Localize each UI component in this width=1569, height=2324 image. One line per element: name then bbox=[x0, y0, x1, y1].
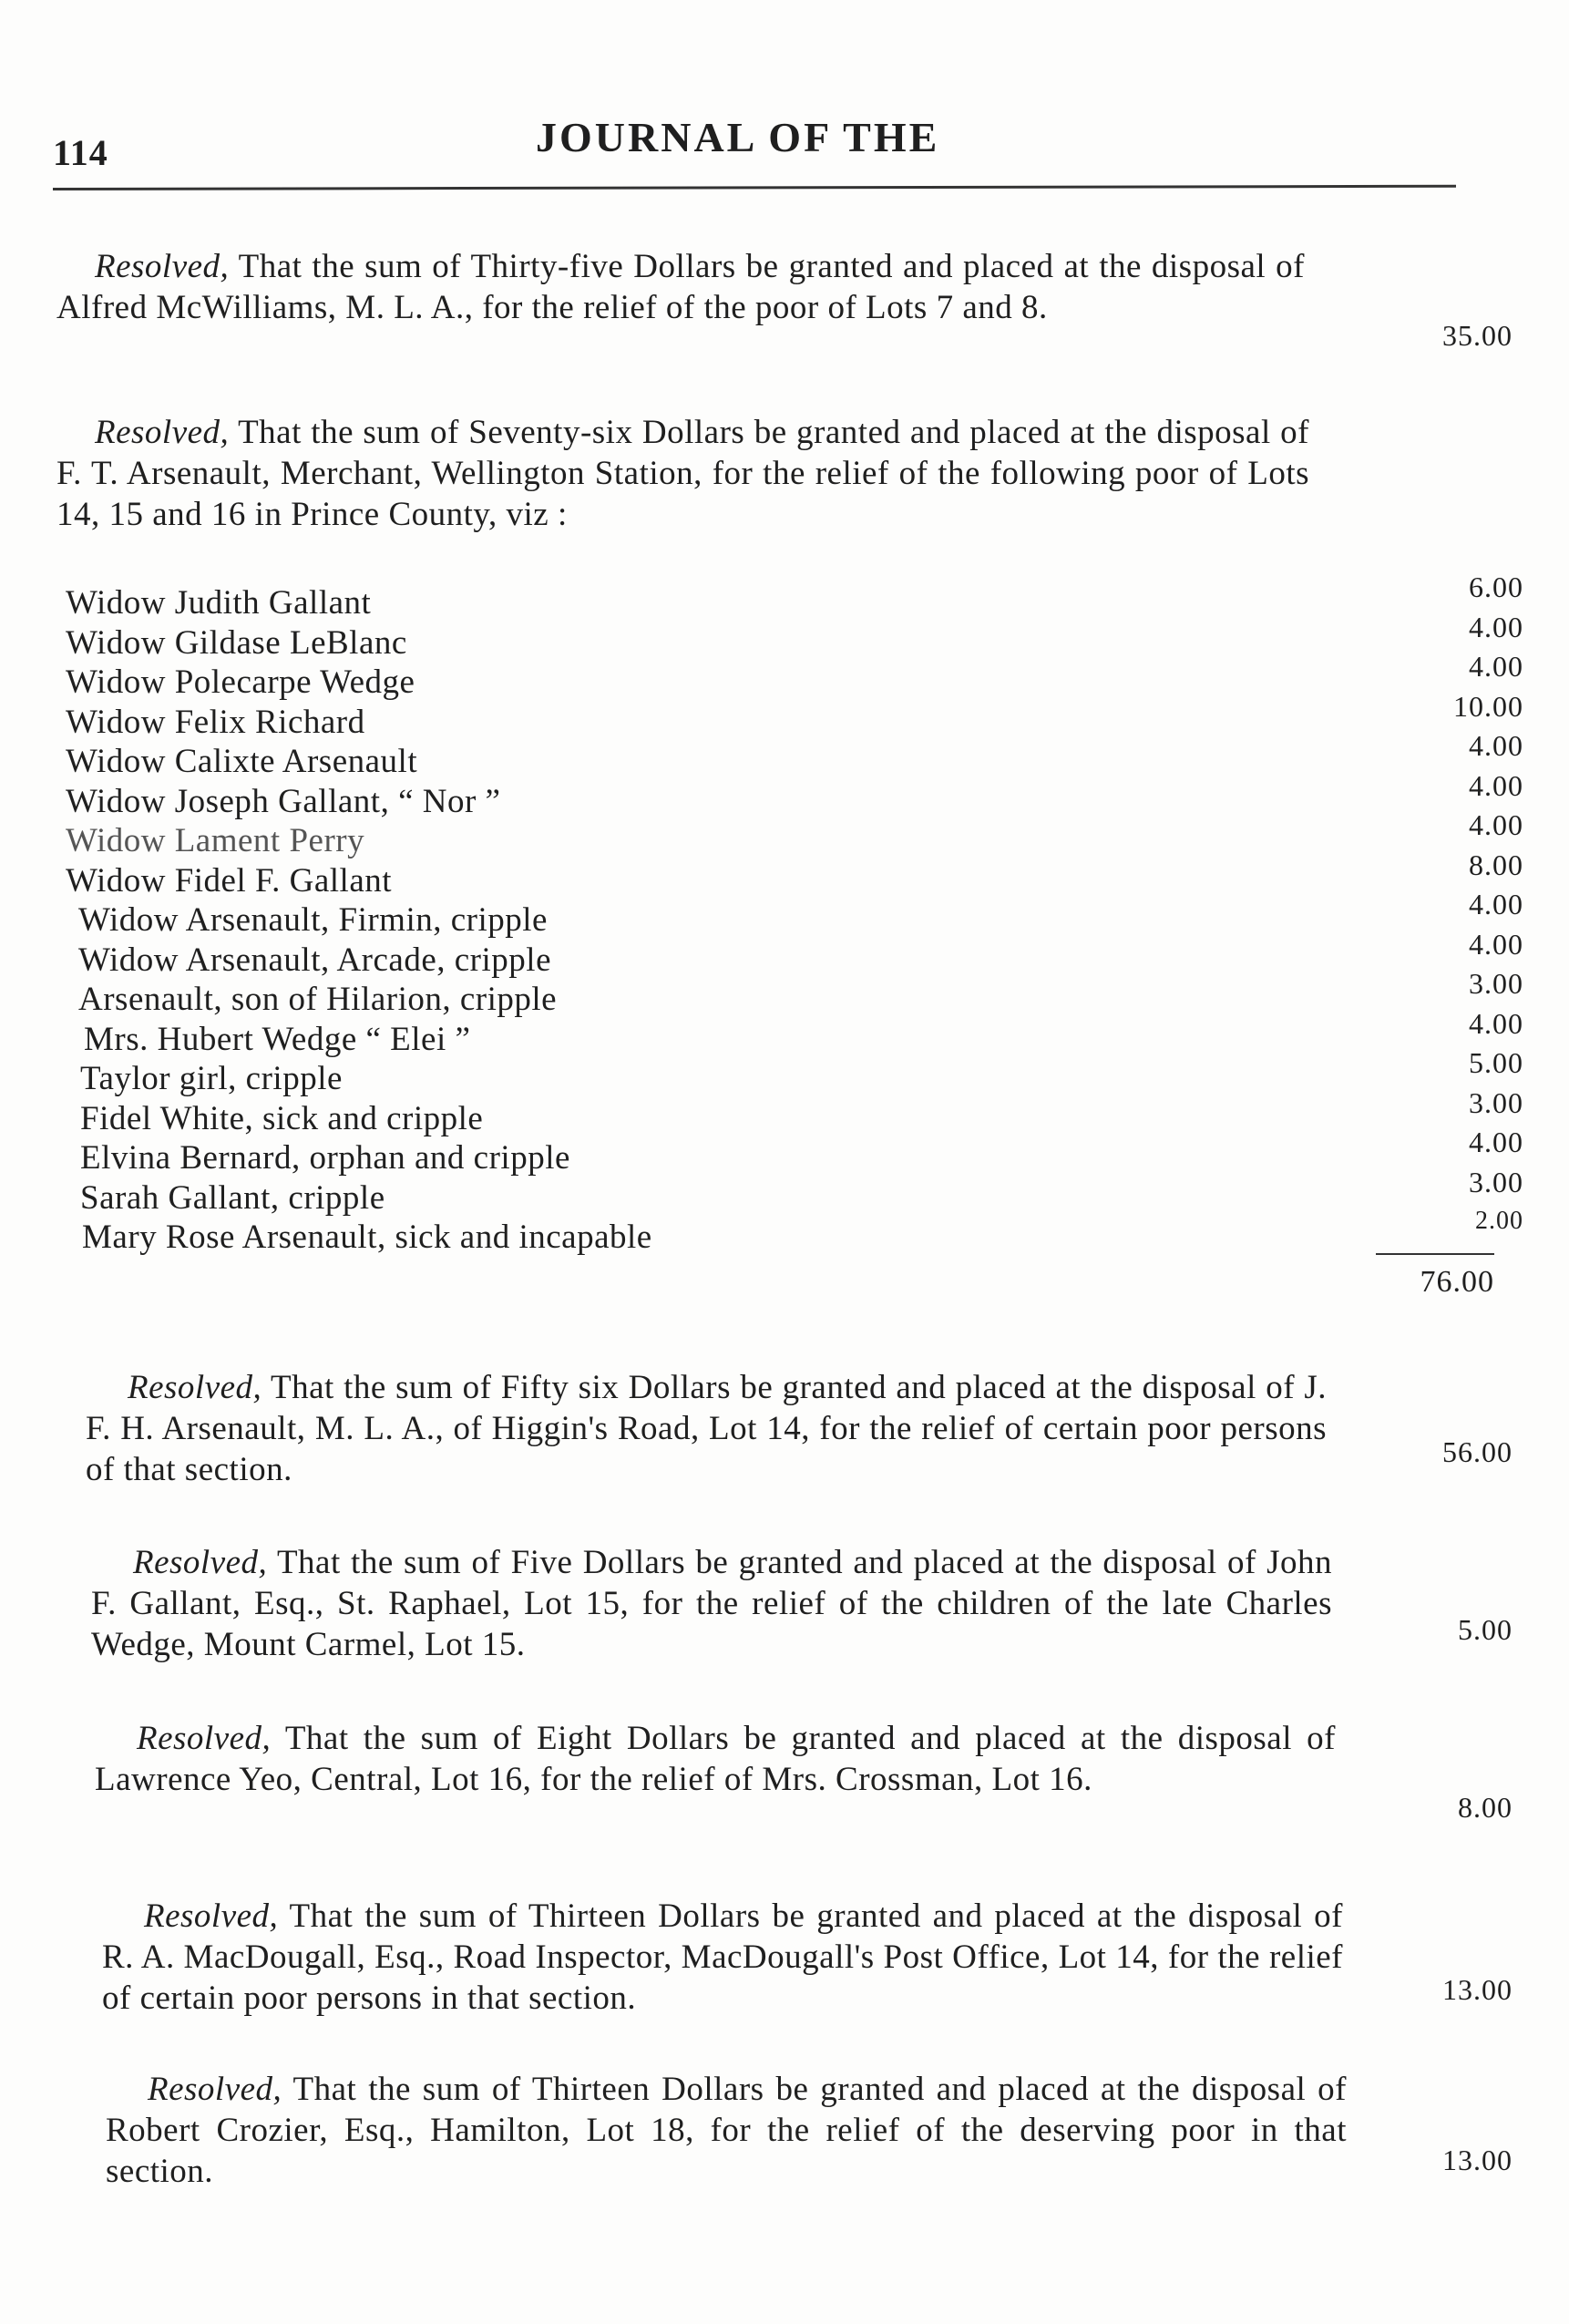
list-item-amount: 3.00 bbox=[1469, 1165, 1523, 1198]
list-item bbox=[66, 927, 1523, 981]
list-item bbox=[66, 1046, 1523, 1099]
list-item-name: Widow Judith Gallant bbox=[66, 584, 372, 622]
list-item-name: Widow Polecarpe Wedge bbox=[66, 663, 415, 701]
list-item-amount: 4.00 bbox=[1469, 1126, 1523, 1158]
resolution-6-amount: 13.00 bbox=[1442, 1973, 1513, 2006]
resolution-3-amount: 56.00 bbox=[1442, 1435, 1513, 1468]
list-item bbox=[66, 808, 1523, 861]
resolution-4-amount: 5.00 bbox=[1458, 1613, 1513, 1646]
header-rule bbox=[53, 185, 1456, 190]
list-item-amount: 4.00 bbox=[1469, 888, 1523, 920]
list-item-amount: 4.00 bbox=[1469, 729, 1523, 762]
page-header bbox=[53, 108, 1456, 180]
list-item-name: Widow Arsenault, Arcade, cripple bbox=[78, 941, 551, 979]
resolution-text: That the sum of Thirty-five Dollars be granted and placed at the disposal of Alfred McWilliams, M. L. A., for the relief of the poor of Lots 7 and 8. bbox=[56, 248, 1305, 326]
list-item bbox=[66, 729, 1523, 782]
list-item-name: Sarah Gallant, cripple bbox=[80, 1178, 385, 1217]
list-total: 76.00 bbox=[1420, 1265, 1494, 1299]
list-item-name: Fidel White, sick and cripple bbox=[80, 1099, 484, 1137]
running-head: JOURNAL OF THE bbox=[536, 114, 940, 160]
resolution-text: That the sum of Seventy-six Dollars be granted and placed at the disposal of F. T. Arsenault, Merchant, Wellington Station, for the relief of the following poor of Lots 14, 15 and 16 in Prince County, viz : bbox=[56, 414, 1309, 533]
list-item-name: Mary Rose Arsenault, sick and incapable bbox=[82, 1219, 652, 1256]
list-item-amount: 10.00 bbox=[1453, 689, 1523, 723]
resolution-4 bbox=[91, 1542, 1332, 1665]
list-item-name: Widow Arsenault, Firmin, cripple bbox=[78, 901, 548, 939]
list-item-name: Widow Fidel F. Gallant bbox=[66, 861, 393, 900]
list-item-name: Widow Calixte Arsenault bbox=[66, 743, 418, 780]
list-item bbox=[66, 848, 1523, 901]
resolution-3 bbox=[86, 1367, 1327, 1490]
list-item bbox=[66, 967, 1523, 1020]
list-item-amount: 4.00 bbox=[1469, 650, 1523, 683]
resolution-2 bbox=[56, 412, 1309, 535]
list-item-amount: 4.00 bbox=[1469, 610, 1523, 643]
total-rule bbox=[1376, 1253, 1494, 1255]
resolution-lead: Resolved, bbox=[95, 414, 230, 451]
resolution-5 bbox=[95, 1718, 1336, 1800]
list-item bbox=[66, 571, 1523, 623]
resolution-lead: Resolved, bbox=[137, 1720, 272, 1757]
resolution-text: That the sum of Fifty six Dollars be granted and placed at the disposal of J. F. H. Arsenault, M. L. A., of Higgin's Road, Lot 14, for the relief of certain poor persons of that section. bbox=[86, 1369, 1327, 1488]
list-item-name: Mrs. Hubert Wedge “ Elei ” bbox=[84, 1020, 471, 1058]
resolution-5-amount: 8.00 bbox=[1458, 1791, 1513, 1824]
resolution-lead: Resolved, bbox=[148, 2071, 282, 2108]
resolution-lead: Resolved, bbox=[95, 248, 230, 285]
list-item-amount: 3.00 bbox=[1469, 1085, 1523, 1119]
resolution-lead: Resolved, bbox=[133, 1544, 268, 1581]
resolution-1 bbox=[56, 246, 1305, 328]
list-item-name: Widow Joseph Gallant, “ Nor ” bbox=[66, 782, 501, 820]
list-item-amount: 4.00 bbox=[1469, 1006, 1523, 1040]
list-item bbox=[66, 888, 1523, 941]
page-number: 114 bbox=[53, 132, 108, 173]
list-item bbox=[66, 1126, 1523, 1178]
resolution-text: That the sum of Five Dollars be granted and placed at the disposal of John F. Gallant, Esq., St. Raphael, Lot 15, for the relief of the children of the late Charles Wedge, Mount Carmel, Lot 15. bbox=[91, 1544, 1332, 1663]
resolution-text: That the sum of Thirteen Dollars be granted and placed at the disposal of R. A. MacDougall, Esq., Road Inspector, MacDougall's Post Office, Lot 14, for the relief of certain poor persons in that section. bbox=[102, 1897, 1343, 2017]
list-item-amount: 8.00 bbox=[1469, 848, 1523, 881]
list-item-amount: 6.00 bbox=[1469, 571, 1523, 603]
list-item-name: Widow Felix Richard bbox=[66, 703, 365, 741]
list-item bbox=[66, 768, 1523, 822]
list-item bbox=[66, 650, 1523, 703]
list-item-name: Arsenault, son of Hilarion, cripple bbox=[78, 981, 558, 1018]
list-item bbox=[66, 1085, 1523, 1139]
list-item-name: Taylor girl, cripple bbox=[80, 1060, 343, 1097]
list-item bbox=[66, 1207, 1523, 1258]
list-item bbox=[66, 689, 1523, 743]
list-item-amount: 4.00 bbox=[1469, 808, 1523, 841]
list-item-amount: 5.00 bbox=[1469, 1046, 1523, 1079]
list-item bbox=[66, 1006, 1523, 1060]
resolution-6 bbox=[102, 1896, 1343, 2019]
list-item bbox=[66, 1165, 1523, 1219]
resolution-text: That the sum of Eight Dollars be granted and placed at the disposal of Lawrence Yeo, Central, Lot 16, for the relief of Mrs. Crossman, Lot 16. bbox=[95, 1720, 1336, 1798]
list-item-name: Widow Gildase LeBlanc bbox=[66, 623, 407, 662]
list-item-amount: 4.00 bbox=[1469, 927, 1523, 961]
resolution-1-amount: 35.00 bbox=[1442, 319, 1513, 352]
poor-list bbox=[66, 571, 1523, 1258]
resolution-lead: Resolved, bbox=[144, 1897, 279, 1935]
resolution-7 bbox=[106, 2069, 1347, 2192]
resolution-text: That the sum of Thirteen Dollars be granted and placed at the disposal of Robert Crozier, Esq., Hamilton, Lot 18, for the relief of the deserving poor in that section. bbox=[106, 2071, 1347, 2190]
list-item bbox=[66, 610, 1523, 663]
list-item-name: Widow Lament Perry bbox=[66, 822, 365, 859]
list-item-amount: 3.00 bbox=[1469, 967, 1523, 1000]
resolution-7-amount: 13.00 bbox=[1442, 2144, 1513, 2176]
list-item-amount: 2.00 bbox=[1475, 1207, 1523, 1235]
list-item-name: Elvina Bernard, orphan and cripple bbox=[80, 1139, 570, 1177]
list-item-amount: 4.00 bbox=[1469, 768, 1523, 802]
resolution-lead: Resolved, bbox=[128, 1369, 262, 1406]
